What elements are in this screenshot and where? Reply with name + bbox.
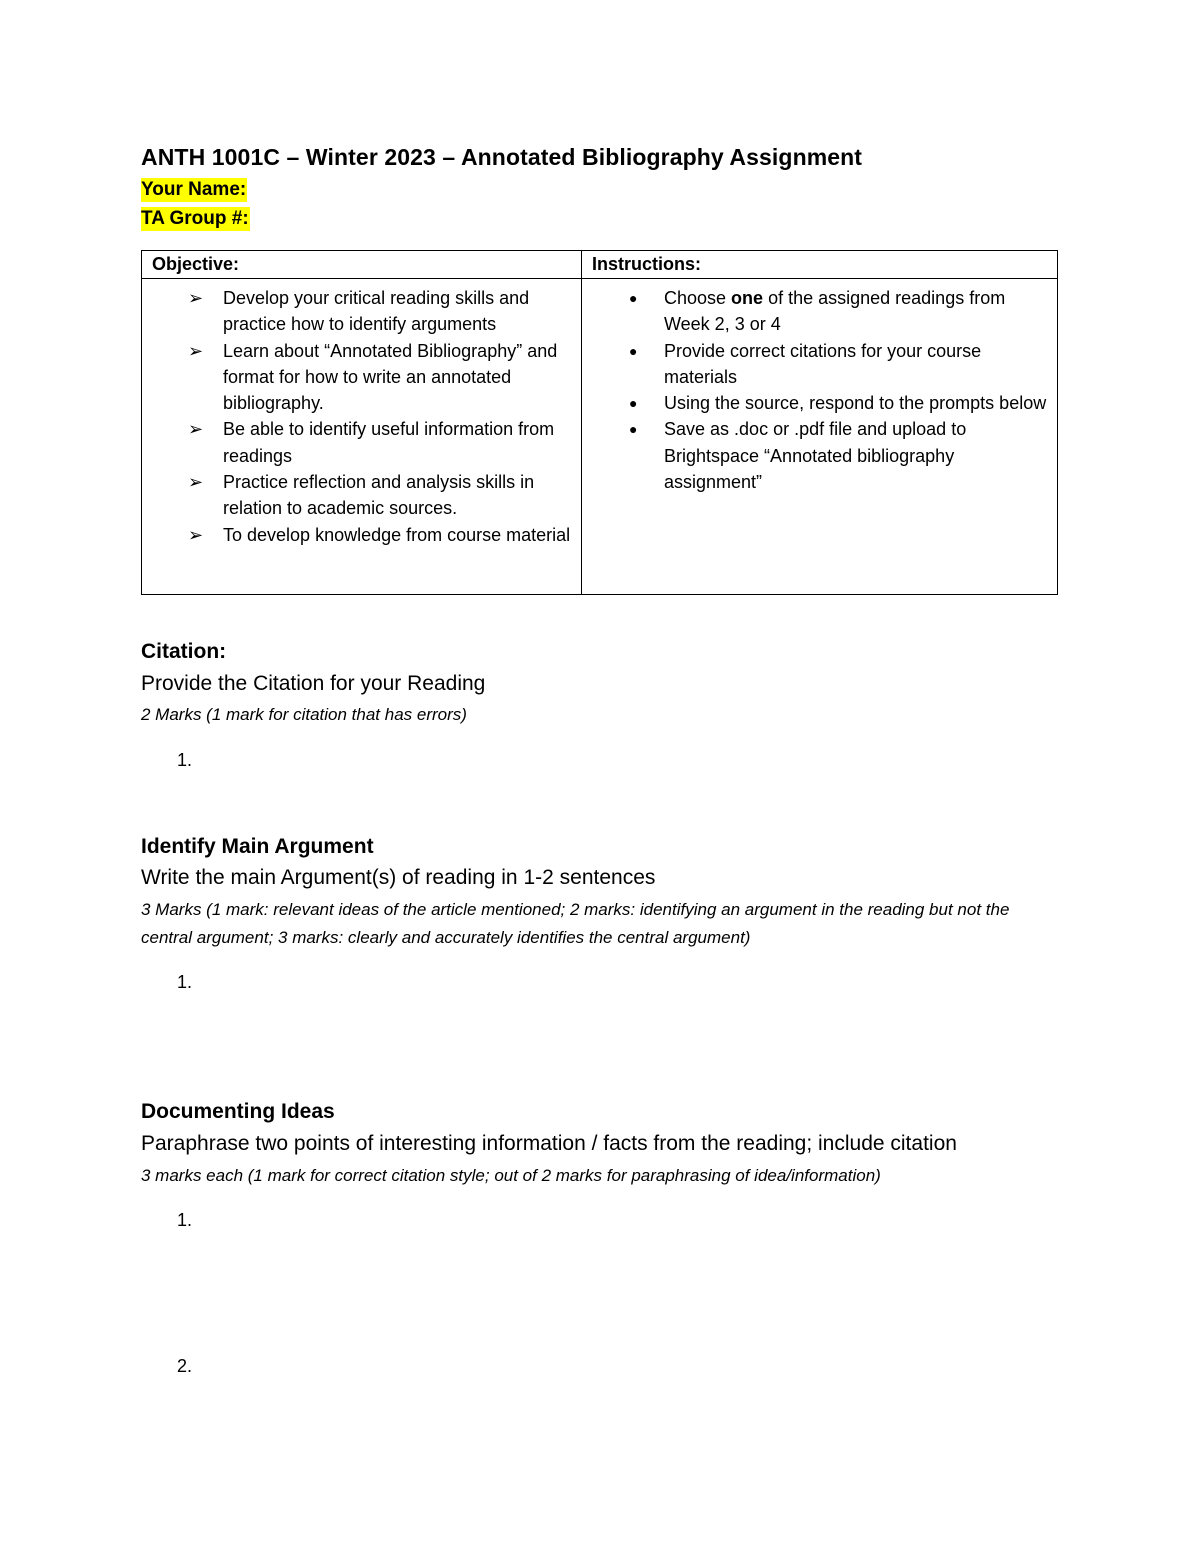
- objective-item: [142, 338, 573, 417]
- objective-item: [142, 285, 573, 338]
- instruction-text-pre: Choose: [664, 288, 732, 308]
- citation-marks: 2 Marks (1 mark for citation that has errors): [141, 705, 467, 724]
- citation-heading: Citation:: [141, 640, 227, 663]
- ideas-answer-1[interactable]: 1.: [177, 1210, 193, 1230]
- objective-text: To develop knowledge from course material: [223, 524, 571, 545]
- citation-prompt: Provide the Citation for your Reading: [141, 672, 486, 695]
- argument-prompt: Write the main Argument(s) of reading in 1-2 sentences: [141, 866, 656, 889]
- objectives-list: [142, 279, 581, 548]
- arrow-bullet-icon: ➢: [188, 524, 204, 545]
- instructions-list: [582, 279, 1057, 495]
- citation-answer-1[interactable]: 1.: [177, 750, 193, 770]
- instruction-item: [582, 416, 1049, 495]
- arrow-bullet-icon: ➢: [188, 288, 204, 308]
- instruction-item: [582, 390, 1049, 416]
- ideas-answer-2[interactable]: 2.: [177, 1356, 193, 1376]
- ideas-marks: 3 marks each (1 mark for correct citation style; out of 2 marks for paraphrasing of idea/information): [141, 1166, 881, 1185]
- objectives-instructions-table: [141, 250, 1058, 595]
- objective-text: Develop your critical reading skills and practice how to identify arguments: [223, 288, 530, 335]
- objective-item: [142, 469, 573, 522]
- instruction-text-bold: one: [731, 288, 764, 308]
- instruction-item: [582, 285, 1049, 338]
- objective-item: [142, 416, 573, 469]
- dot-bullet-icon: ●: [629, 395, 638, 412]
- instruction-item: [582, 338, 1049, 391]
- instruction-text-pre: Using the source, respond to the prompts below: [664, 393, 1047, 414]
- dot-bullet-icon: ●: [629, 421, 638, 438]
- instruction-text-pre: Save as .doc or .pdf file and upload to Brightspace “Annotated bibliography assignment”: [664, 419, 967, 493]
- argument-answer-1[interactable]: 1.: [177, 972, 193, 992]
- arrow-bullet-icon: ➢: [188, 472, 204, 493]
- ta-group-label[interactable]: TA Group #:: [141, 208, 249, 229]
- dot-bullet-icon: ●: [629, 290, 638, 306]
- instruction-text-post: of the assigned readings from Week 2, 3 or 4: [664, 288, 1006, 335]
- argument-marks: 3 Marks (1 mark: relevant ideas of the article mentioned; 2 marks: identifying an argument in the reading but not the central argument; 3 marks: clearly and accurately identifies the central argument): [141, 900, 1010, 947]
- objective-item: [142, 522, 573, 548]
- instructions-header: Instructions:: [582, 251, 1058, 279]
- dot-bullet-icon: ●: [629, 342, 638, 359]
- ideas-heading: Documenting Ideas: [141, 1100, 335, 1123]
- document-title: ANTH 1001C – Winter 2023 – Annotated Bibliography Assignment: [141, 144, 863, 170]
- arrow-bullet-icon: ➢: [188, 340, 204, 361]
- ideas-prompt: Paraphrase two points of interesting information / facts from the reading; include citation: [141, 1132, 957, 1155]
- objective-text: Learn about “Annotated Bibliography” and format for how to write an annotated bibliography.: [223, 340, 558, 414]
- objectives-cell: [142, 279, 582, 595]
- argument-heading: Identify Main Argument: [141, 835, 374, 858]
- objective-text: Be able to identify useful information from readings: [223, 419, 555, 466]
- instructions-cell: [582, 279, 1058, 595]
- objective-header: Objective:: [142, 251, 582, 279]
- your-name-label[interactable]: Your Name:: [141, 179, 247, 200]
- instruction-text-pre: Provide correct citations for your course materials: [664, 340, 982, 387]
- objective-text: Practice reflection and analysis skills in relation to academic sources.: [223, 472, 535, 519]
- arrow-bullet-icon: ➢: [188, 419, 204, 440]
